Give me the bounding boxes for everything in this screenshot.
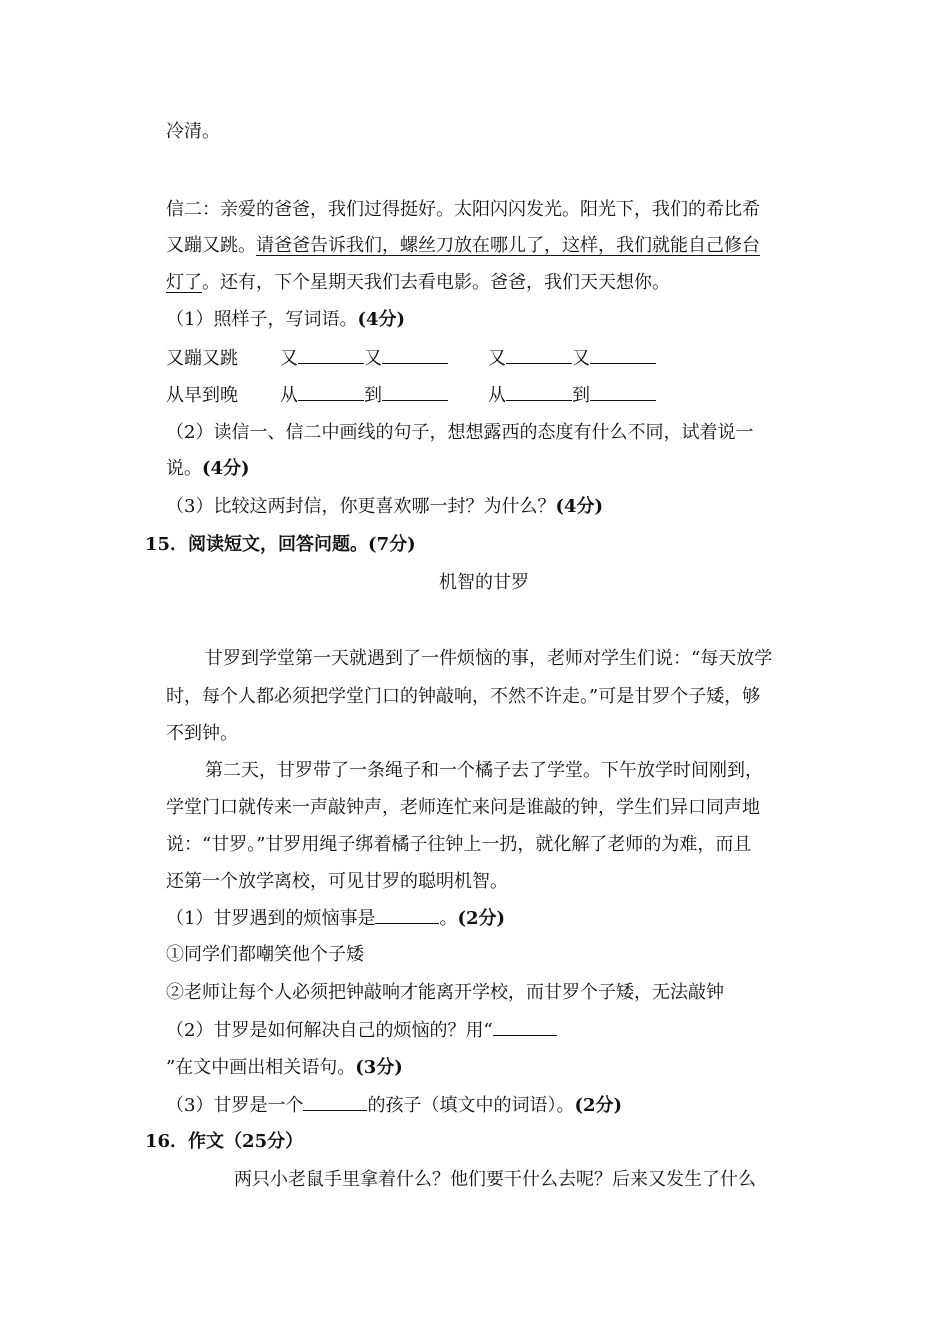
letter-two-line1: 信二：亲爱的爸爸，我们过得挺好。太阳闪闪发光。阳光下，我们的希比希: [166, 199, 760, 220]
q15-p2-line3: 说：“甘罗。”甘罗用绳子绑着橘子往钟上一扔，就化解了老师的为难，而且: [166, 834, 752, 855]
q15-p1-line2: 时，每个人都必须把学堂门口的钟敲响，不然不许走。”可是甘罗个子矮，够: [166, 686, 761, 707]
q15-sub2-line2: [166, 1055, 403, 1081]
q14-sub1-score: (4分): [357, 309, 406, 330]
q15-sub2-line2-text: ”在文中画出相关语句。: [166, 1057, 356, 1078]
q15-sub1-text: （1）甘罗遇到的烦恼事是: [166, 908, 376, 929]
q14-sub1: [166, 307, 405, 333]
q14-row1: [166, 345, 656, 372]
q14-row1-blank4[interactable]: [590, 345, 656, 364]
q15-sub3-text: （3）甘罗是一个: [166, 1095, 304, 1116]
q14-row2-word2: 到: [364, 385, 382, 406]
q15-p1-line3: 不到钟。: [166, 723, 238, 744]
q14-row1-example: 又蹦又跳: [166, 348, 238, 369]
q14-sub2-line2-text: 说。: [166, 458, 202, 479]
q14-row2-blank1[interactable]: [298, 382, 364, 401]
q14-row1-word2: 又: [364, 348, 382, 369]
q15-p2-line2: 学堂门口就传来一声敲钟声，老师连忙来问是谁敲的钟，学生们异口同声地: [166, 797, 760, 818]
q14-sub2-line1: （2）读信一、信二中画线的句子，想想露西的态度有什么不同，试着说一: [166, 422, 754, 443]
q15-option1: ①同学们都嘲笑他个子矮: [166, 944, 364, 965]
q15-heading: 15．阅读短文，回答问题。(7分): [145, 534, 416, 555]
q15-sub1-post: 。: [439, 908, 458, 929]
q14-sub3-score: (4分): [555, 496, 604, 517]
q16-heading: 16．作文（25分）: [145, 1131, 304, 1152]
q15-sub1-blank[interactable]: [375, 905, 439, 924]
q15-sub2-text: （2）甘罗是如何解决自己的烦恼的？用“: [166, 1020, 493, 1041]
q15-option2: ②老师让每个人必须把钟敲响才能离开学校，而甘罗个子矮，无法敲钟: [166, 982, 724, 1003]
q15-sub3-score: (2分): [574, 1095, 623, 1116]
q15-p2-line1: 第二天，甘罗带了一条绳子和一个橘子去了学堂。下午放学时间刚到，: [205, 760, 763, 781]
q15-p2-line4: 还第一个放学离校，可见甘罗的聪明机智。: [166, 871, 508, 892]
q14-row1-blank2[interactable]: [382, 345, 448, 364]
q15-p1-line1: 甘罗到学堂第一天就遇到了一件烦恼的事，老师对学生们说：“每天放学: [205, 648, 773, 669]
q15-sub1: [166, 905, 505, 932]
q14-row2: [166, 382, 656, 409]
q14-sub3: [166, 494, 603, 520]
letter-two-underlined-sentence: 请爸爸告诉我们，螺丝刀放在哪儿了，这样，我们就能自己修台: [256, 235, 760, 256]
q14-row1-blank1[interactable]: [298, 345, 364, 364]
q15-passage-title: 机智的甘罗: [439, 572, 529, 593]
q14-row2-example: 从早到晚: [166, 385, 238, 406]
letter-two-line3-plain: 。还有，下个星期天我们去看电影。爸爸，我们天天想你。: [202, 272, 670, 293]
q15-sub2-score: (3分): [355, 1057, 403, 1078]
q16-prompt-line1: 两只小老鼠手里拿着什么？他们要干什么去呢？后来又发生了什么: [234, 1169, 756, 1190]
q14-row2-blank4[interactable]: [590, 382, 656, 401]
q14-row2-blank2[interactable]: [382, 382, 448, 401]
q14-sub2-line2: [166, 456, 250, 482]
q14-sub1-text: （1）照样子，写词语。: [166, 309, 358, 330]
q15-sub1-score: (2分): [457, 908, 506, 929]
q15-sub3: [166, 1092, 622, 1119]
letter-one-end: 冷清。: [166, 121, 220, 142]
q15-sub3-post: 的孩子（填文中的词语）。: [367, 1095, 575, 1116]
q14-row2-word1: 从: [280, 385, 298, 406]
q15-sub2-line1: [166, 1017, 557, 1044]
q14-row2-word4: 到: [572, 385, 590, 406]
q14-sub3-text: （3）比较这两封信，你更喜欢哪一封？为什么？: [166, 496, 556, 517]
q14-sub2-score: (4分): [202, 458, 250, 479]
letter-two-line3: [166, 270, 670, 296]
letter-two-line2: [166, 233, 760, 259]
q14-row2-blank3[interactable]: [506, 382, 572, 401]
q15-sub3-blank[interactable]: [303, 1092, 367, 1111]
q14-row1-word1: 又: [280, 348, 298, 369]
q15-sub2-blank[interactable]: [493, 1017, 557, 1036]
q14-row2-word3: 从: [488, 385, 506, 406]
letter-two-line2-plain: 又蹦又跳。: [166, 235, 256, 256]
letter-two-underlined-end: 灯了: [166, 272, 202, 293]
q14-row1-word4: 又: [572, 348, 590, 369]
q14-row1-word3: 又: [488, 348, 506, 369]
q14-row1-blank3[interactable]: [506, 345, 572, 364]
